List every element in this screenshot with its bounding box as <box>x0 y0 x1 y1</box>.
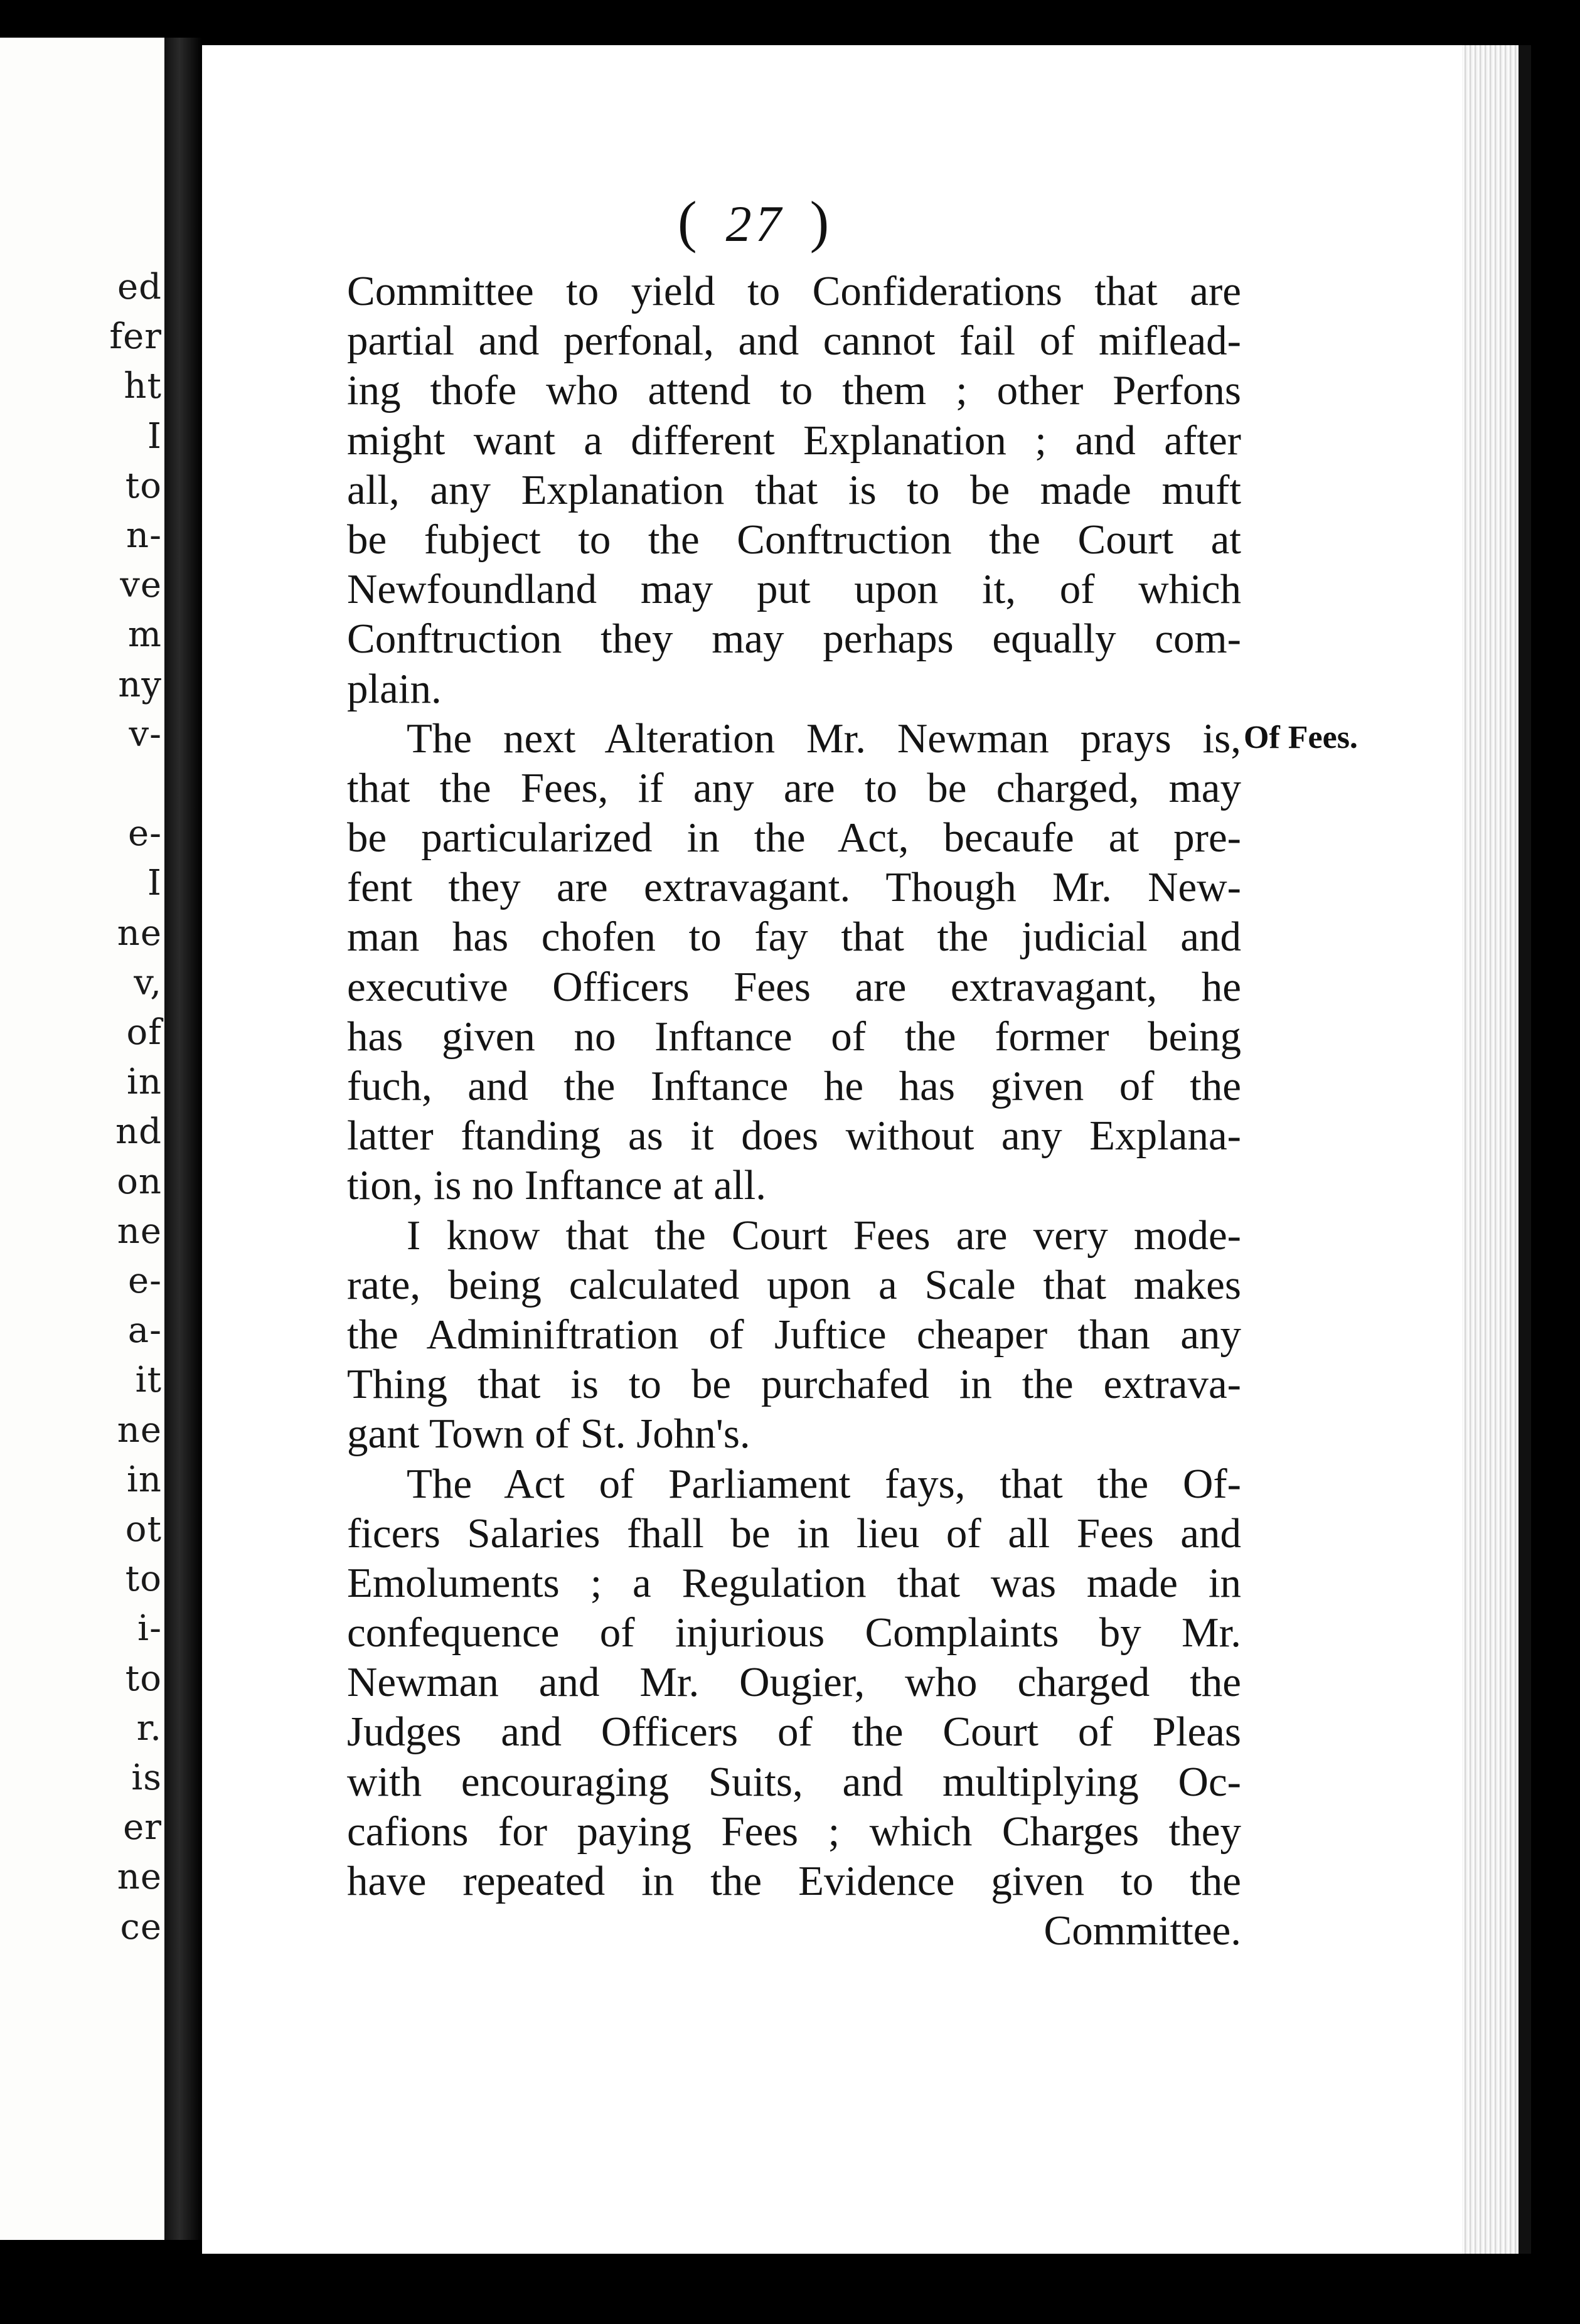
text-line: The next Alteration Mr. Newman prays is, <box>407 715 1241 762</box>
left-page-fragment: ne <box>117 1210 162 1252</box>
left-page-fragment: m <box>127 614 162 656</box>
left-page-fragment: nd <box>115 1111 162 1153</box>
left-page-fragment: to <box>125 1658 162 1699</box>
text-line: Conftruction they may perhaps equally com- <box>347 616 1241 663</box>
left-page-fragment: I <box>147 863 162 904</box>
text-line: plain. <box>347 665 442 712</box>
text-line: might want a different Explanation ; and after <box>347 417 1241 464</box>
text-line: latter ftanding as it does without any Explana- <box>347 1112 1241 1159</box>
page-number-header <box>678 188 833 255</box>
left-page-fragment: ne <box>117 1409 162 1451</box>
left-page-fragment: ne <box>117 1857 162 1898</box>
left-page-fragment: ne <box>117 912 162 954</box>
body-text <box>347 267 1241 1956</box>
left-page-fragment: ht <box>124 366 162 407</box>
left-page-fragment: v, <box>134 962 162 1003</box>
text-line: the Adminiftration of Juftice cheaper than any <box>347 1311 1241 1358</box>
left-page-fragment: r. <box>136 1707 162 1749</box>
left-page-fragment: it <box>135 1360 162 1401</box>
left-page-fragment: v- <box>129 713 162 755</box>
left-page-fragment: on <box>117 1161 162 1202</box>
text-line: I know that the Court Fees are very mode- <box>407 1212 1241 1259</box>
book-gutter <box>164 38 202 2240</box>
left-page-fragment: I <box>147 415 162 457</box>
text-line: fent they are extravagant. Though Mr. New- <box>347 864 1241 911</box>
text-line: all, any Explanation that is to be made muft <box>347 466 1241 513</box>
text-line: rate, being calculated upon a Scale that makes <box>347 1261 1241 1308</box>
text-line: cafions for paying Fees ; which Charges they <box>347 1808 1241 1855</box>
text-line: Newman and Mr. Ougier, who charged the <box>347 1659 1241 1706</box>
left-page-fragment: ot <box>125 1509 162 1550</box>
text-line: executive Officers Fees are extravagant, he <box>347 963 1241 1010</box>
text-line: Newfoundland may put upon it, of which <box>347 566 1241 613</box>
left-page-fragment: fer <box>109 316 162 358</box>
page-edge <box>1462 45 1519 2254</box>
text-line: Thing that is to be purchafed in the extrava- <box>347 1361 1241 1408</box>
left-page-fragment: in <box>127 1062 162 1103</box>
left-page-fragment: n- <box>126 515 162 556</box>
left-page-fragment: e- <box>127 1261 162 1301</box>
text-line: that the Fees, if any are to be charged, may <box>347 764 1241 811</box>
left-page-fragment: to <box>125 465 162 506</box>
text-line: Committee. <box>1044 1907 1241 1954</box>
text-line: gant Town of St. John's. <box>347 1410 750 1458</box>
left-page-fragment: er <box>123 1807 162 1848</box>
left-page-fragment: ce <box>120 1906 162 1948</box>
text-line: tion, is no Inftance at all. <box>347 1162 766 1209</box>
text-line: Committee to yield to Confiderations that are <box>347 268 1241 314</box>
text-line: be fubject to the Conftruction the Court at <box>347 516 1241 563</box>
text-line: partial and perfonal, and cannot fail of miflead- <box>347 317 1241 365</box>
left-page-fragment: e- <box>127 813 162 855</box>
text-line: with encouraging Suits, and multiplying Oc- <box>347 1758 1241 1805</box>
text-line: fuch, and the Inftance he has given of the <box>347 1063 1241 1109</box>
text-line: The Act of Parliament fays, that the Of- <box>407 1460 1241 1507</box>
left-page-fragment: i- <box>137 1608 162 1650</box>
left-page-fragment: is <box>131 1757 162 1798</box>
text-line: has given no Inftance of the former being <box>347 1013 1241 1060</box>
left-page-fragment: of <box>126 1012 162 1053</box>
page-edge-shadow <box>1519 45 1531 2254</box>
margin-note: Of Fees. <box>1244 720 1358 755</box>
left-page-fragment: ny <box>118 664 162 705</box>
left-page-fragment: ve <box>120 565 162 606</box>
left-page-fragment: to <box>125 1559 162 1600</box>
text-line: Judges and Officers of the Court of Pleas <box>347 1708 1241 1756</box>
text-line: have repeated in the Evidence given to the <box>347 1858 1241 1904</box>
text-line: Emoluments ; a Regulation that was made in <box>347 1559 1241 1606</box>
page-number: 27 <box>725 195 785 252</box>
left-page-fragment: in <box>127 1459 162 1500</box>
text-line: man has chofen to fay that the judicial and <box>347 914 1241 961</box>
text-line: be particularized in the Act, becaufe at pre- <box>347 814 1241 861</box>
left-page-fragment: a- <box>127 1310 162 1351</box>
text-line: ing thofe who attend to them ; other Perfons <box>347 367 1241 414</box>
left-page-fragment: ed <box>117 267 162 307</box>
page-number-close-paren: ) <box>809 189 833 253</box>
page-number-open-paren: ( <box>678 189 701 253</box>
text-line: confequence of injurious Complaints by Mr. <box>347 1609 1241 1656</box>
text-line: ficers Salaries fhall be in lieu of all Fees and <box>347 1510 1241 1557</box>
